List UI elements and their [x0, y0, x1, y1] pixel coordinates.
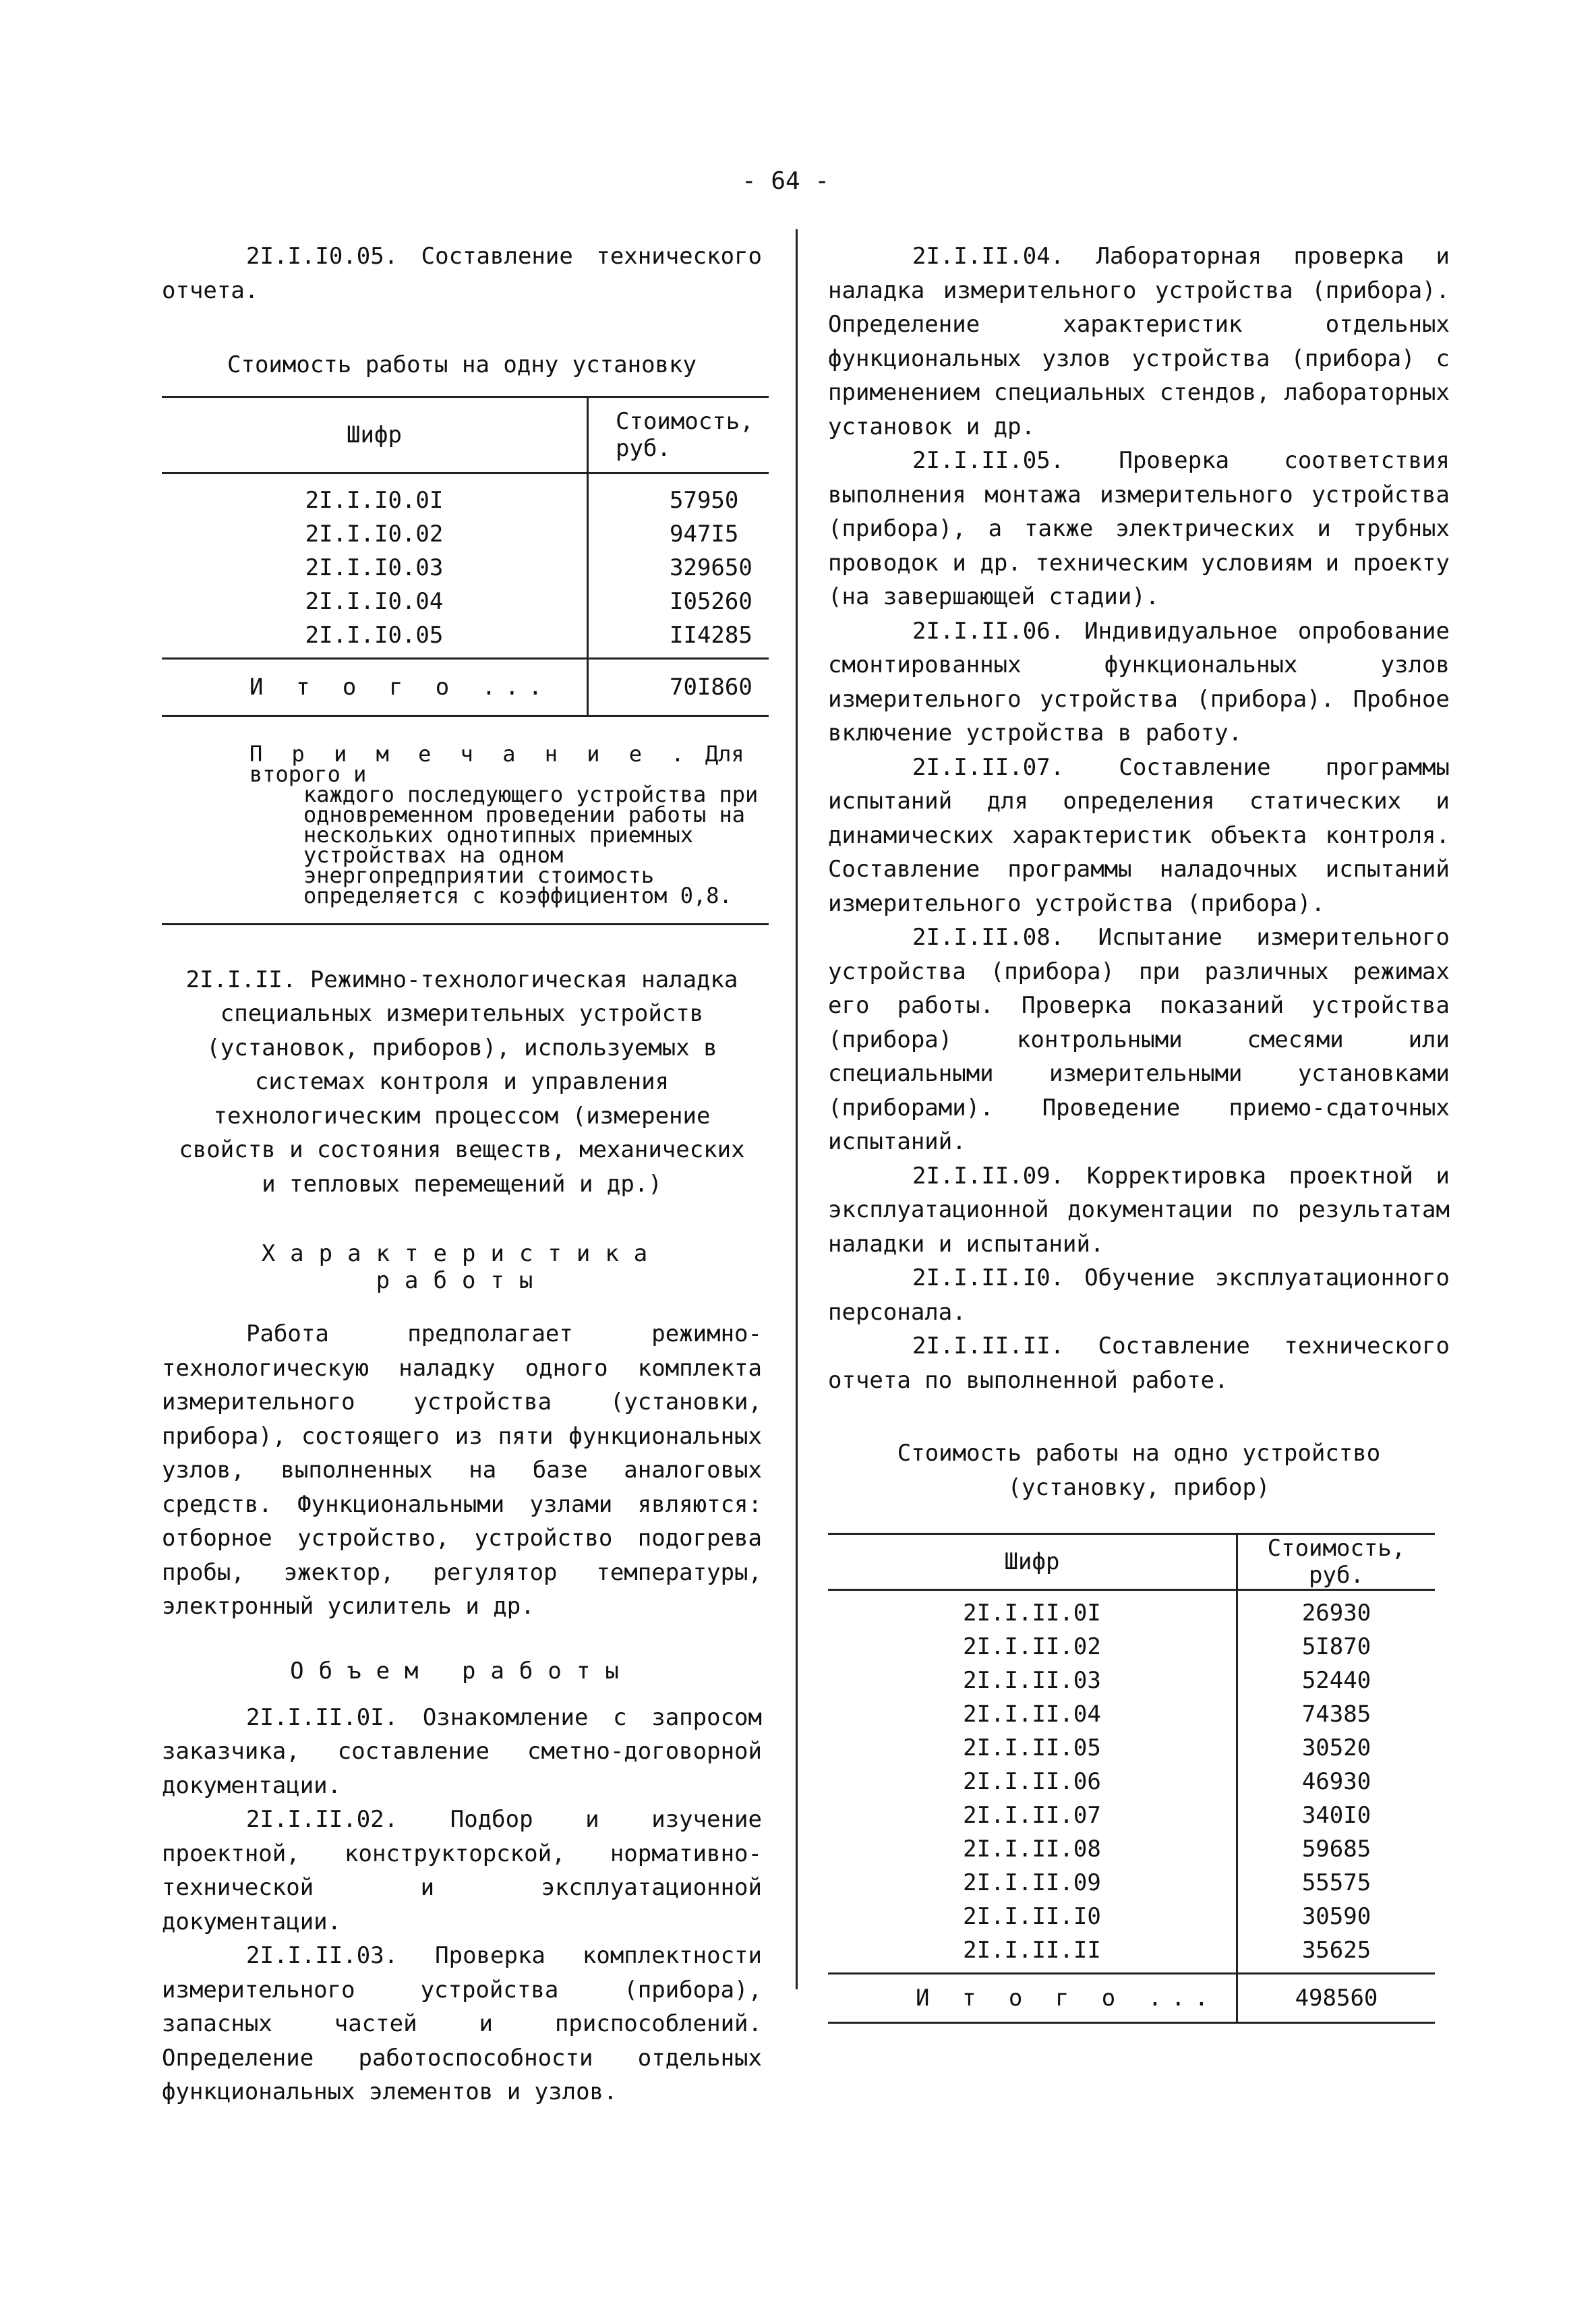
table1-code: 2I.I.I0.0I	[162, 473, 588, 517]
table2-code: 2I.I.II.07	[828, 1798, 1237, 1832]
table2-cost: 52440	[1301, 1667, 1371, 1694]
table-row	[162, 473, 769, 517]
table1-code: 2I.I.I0.05	[162, 618, 588, 659]
table2-code: 2I.I.II.09	[828, 1866, 1237, 1900]
table2-code: 2I.I.II.04	[828, 1697, 1237, 1731]
table2-caption-line1: Стоимость работы на одно устройство	[897, 1440, 1381, 1467]
table1-caption: Стоимость работы на одну установку	[227, 351, 697, 378]
table-row	[828, 1664, 1435, 1697]
table1-header-cost: Стоимость, руб.	[588, 397, 769, 473]
item-21-1-10-05: 2I.I.I0.05. Составление технического отчета.	[162, 243, 762, 304]
table-row	[162, 585, 769, 618]
note-body: каждого последующего устройства при одновременном проведении работы на нескольких однотипных приемных устройствах на одном энергопредприятии стоимость определяется с коэффициентом 0,8.	[303, 781, 759, 908]
cost-table-1	[162, 396, 769, 717]
table-row	[828, 1731, 1435, 1765]
item-21-1-11-03: 2I.I.II.03. Проверка комплектности измерительного устройства (прибора), запасных частей и приспособлений. Определение работоспособности отдельных функциональных элементов и узлов.	[162, 1942, 762, 2105]
table1-cost: I05260	[670, 587, 752, 615]
table2-cost: 46930	[1301, 1768, 1371, 1795]
table2-code: 2I.I.II.05	[828, 1731, 1237, 1765]
item-21-1-11-05: 2I.I.II.05. Проверка соответствия выполнения монтажа измерительного устройства (прибора), а также электрических и трубных проводок и др. техническим условиям и проекту (на завершающей стадии).	[828, 447, 1450, 610]
table1-total-row	[162, 658, 769, 715]
item-21-1-11-10: 2I.I.II.I0. Обучение эксплуатационного персонала.	[828, 1264, 1450, 1326]
table1-total-value: 70I860	[588, 658, 769, 715]
left-column	[162, 239, 762, 2109]
table-row	[828, 1765, 1435, 1798]
table2-cost: 5I870	[1301, 1633, 1371, 1660]
table-row	[162, 551, 769, 585]
table2-cost: 26930	[1301, 1600, 1371, 1627]
table1-code: 2I.I.I0.02	[162, 517, 588, 551]
item-21-1-11-09: 2I.I.II.09. Корректировка проектной и эксплуатационной документации по результатам наладки и испытаний.	[828, 1162, 1450, 1258]
note-label: П р и м е ч а н и е .	[249, 740, 692, 767]
table2-code: 2I.I.II.08	[828, 1832, 1237, 1866]
item-21-1-11-06: 2I.I.II.06. Индивидуальное опробование смонтированных функциональных узлов измерительного устройства (прибора). Пробное включение устройства в работу.	[828, 617, 1450, 747]
table1-code: 2I.I.I0.03	[162, 551, 588, 585]
table2-cost: 340I0	[1301, 1802, 1371, 1829]
table-row	[828, 1697, 1435, 1731]
item-21-1-11-11: 2I.I.II.II. Составление технического отчета по выполненной работе.	[828, 1333, 1450, 1394]
table-row	[162, 517, 769, 551]
column-divider	[796, 229, 798, 1989]
table1-total-label: И т о г о ...	[162, 658, 588, 715]
table2-code: 2I.I.II.03	[828, 1664, 1237, 1697]
table2-code: 2I.I.II.02	[828, 1630, 1237, 1664]
table2-code: 2I.I.II.06	[828, 1765, 1237, 1798]
table1-cost: 947I5	[670, 520, 739, 548]
item-21-1-11-07: 2I.I.II.07. Составление программы испытаний для определения статических и динамических характеристик объекта контроля. Составление программы наладочных испытаний измерительного устройства (прибора).	[828, 753, 1450, 917]
table1-cost: II4285	[670, 621, 752, 649]
table1-header-code: Шифр	[162, 397, 588, 473]
table2-total-label: И т о г о ...	[828, 1974, 1237, 2023]
page-number: - 64 -	[742, 167, 830, 195]
item-21-1-11-02: 2I.I.II.02. Подбор и изучение проектной, конструкторской, нормативно-технической и эксплуатационной документации.	[162, 1806, 762, 1935]
table2-code: 2I.I.II.II	[828, 1933, 1237, 1974]
table2-code: 2I.I.II.I0	[828, 1900, 1237, 1933]
table-row	[828, 1900, 1435, 1933]
table1-note	[162, 740, 762, 908]
table2-cost: 30520	[1301, 1734, 1371, 1761]
table-row	[162, 618, 769, 659]
table2-cost: 74385	[1301, 1701, 1371, 1728]
table2-cost: 30590	[1301, 1903, 1371, 1930]
table2-total-value: 498560	[1237, 1974, 1436, 2023]
table2-header-cost: Стоимость, руб.	[1237, 1534, 1436, 1590]
table-row	[828, 1798, 1435, 1832]
table2-cost: 35625	[1301, 1937, 1371, 1964]
table-row	[828, 1832, 1435, 1866]
volume-heading: Объем работы	[290, 1657, 634, 1685]
table2-cost: 55575	[1301, 1869, 1371, 1896]
table2-header-code: Шифр	[828, 1534, 1237, 1590]
item-21-1-11-04: 2I.I.II.04. Лабораторная проверка и наладка измерительного устройства (прибора). Определение характеристик отдельных функциональных узлов устройства (прибора) с применением специальных стендов, лабораторных установок и др.	[828, 243, 1450, 440]
table-row	[828, 1630, 1435, 1664]
table1-cost: 57950	[670, 486, 739, 514]
table2-caption-line2: (установку, прибор)	[1007, 1473, 1270, 1501]
table-row	[828, 1590, 1435, 1631]
note-first-line: Для второго и	[249, 740, 744, 787]
characteristics-text: Работа предполагает режимно-технологическую наладку одного комплекта измерительного устройства (установки, прибора), состоящего из пяти функциональных узлов, выполненных на базе аналоговых средств. Функциональными узлами являются: отборное устройство, устройство подогрева пробы, эжектор, регулятор температуры, электронный усилитель и др.	[162, 1320, 762, 1620]
table2-cost: 59685	[1301, 1836, 1371, 1863]
table1-code: 2I.I.I0.04	[162, 585, 588, 618]
table2-code: 2I.I.II.0I	[828, 1590, 1237, 1631]
right-column	[828, 239, 1450, 2024]
table2-total-row	[828, 1974, 1435, 2023]
section-heading-21-1-11: 2I.I.II. Режимно-технологическая наладка специальных измерительных устройств (установок, приборов), используемых в системах контроля и управления технологическим процессом (измерение свойств и состояния веществ, механических и тепловых перемещений и др.)	[179, 966, 745, 1198]
cost-table-2	[828, 1533, 1435, 2024]
table-row	[828, 1866, 1435, 1900]
characteristics-heading: Характеристика работы	[261, 1240, 663, 1294]
table-row	[828, 1933, 1435, 1974]
item-21-1-11-08: 2I.I.II.08. Испытание измерительного устройства (прибора) при различных режимах его работы. Проверка показаний устройства (прибора) контрольными смесями или специальными измерительными установками (приборами). Проведение приемо-сдаточных испытаний.	[828, 924, 1450, 1155]
item-21-1-11-01: 2I.I.II.0I. Ознакомление с запросом заказчика, составление сметно-договорной документации.	[162, 1703, 762, 1799]
table1-cost: 329650	[670, 554, 752, 581]
